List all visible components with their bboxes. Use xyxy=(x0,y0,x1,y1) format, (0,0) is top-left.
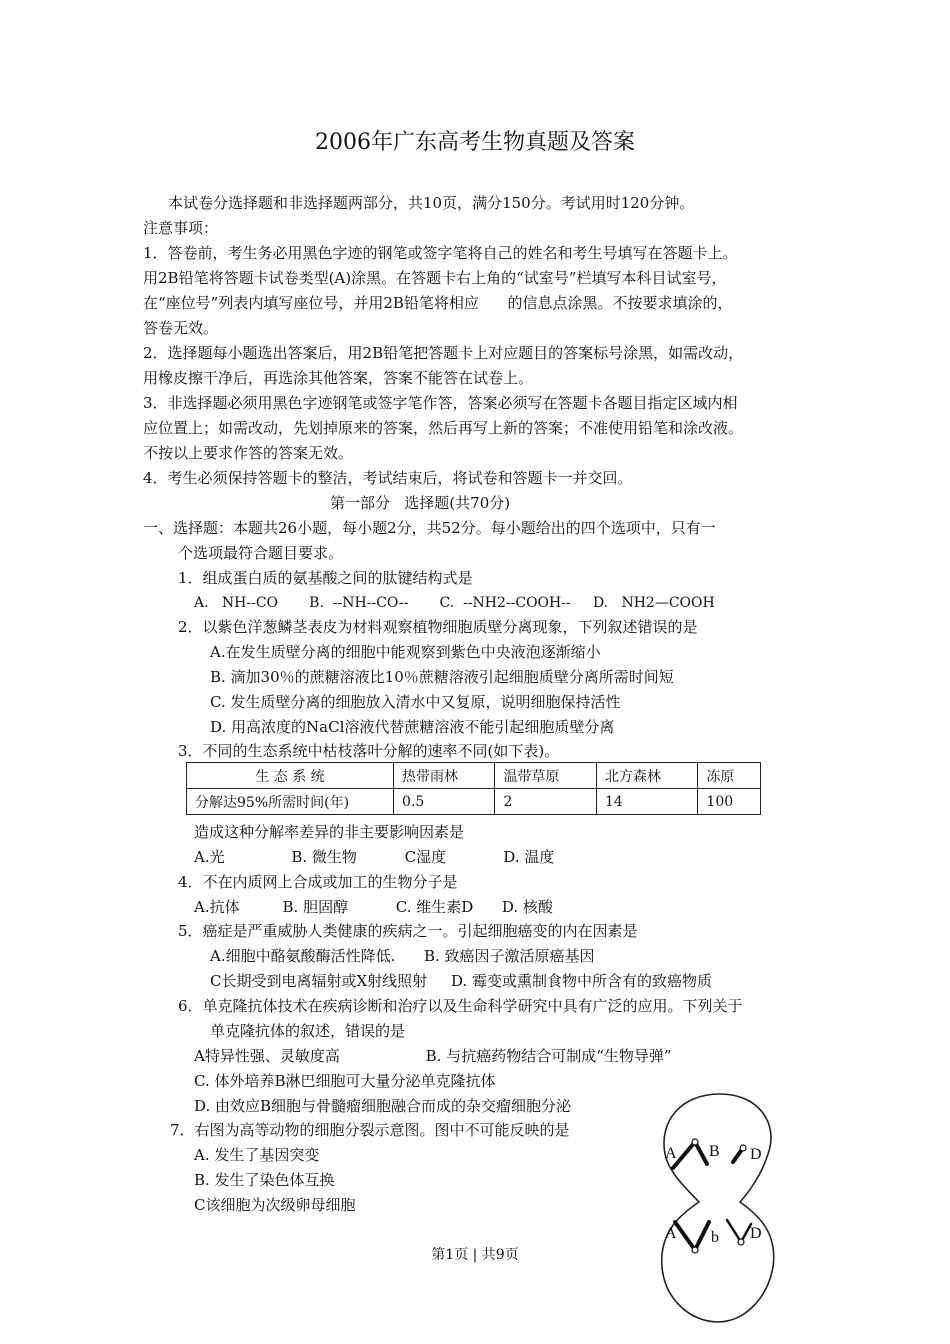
q3-follow: 造成这种分解率差异的非主要影响因素是 xyxy=(194,823,465,841)
q5-option: C长期受到电离辐射或X射线照射 D. 霉变或熏制食物中所含有的致癌物质 xyxy=(210,972,713,990)
q6-option: C. 体外培养B淋巴细胞可大量分泌单克隆抗体 xyxy=(194,1072,496,1090)
table-cell: 分解达95%所需时间(年) xyxy=(187,789,394,815)
q6-stem-cont: 单克隆抗体的叙述，错误的是 xyxy=(210,1022,406,1040)
notice-line: 不按以上要求作答的答案无效。 xyxy=(143,444,354,462)
q4-stem: 4．不在内质网上合成或加工的生物分子是 xyxy=(178,873,458,891)
q6-option: D. 由效应B细胞与骨髓瘤细胞融合而成的杂交瘤细胞分泌 xyxy=(194,1097,572,1115)
q2-option: A.在发生质壁分离的细胞中能观察到紫色中央液泡逐渐缩小 xyxy=(210,643,601,661)
q7-stem: 7．右图为高等动物的细胞分裂示意图。图中不可能反映的是 xyxy=(170,1121,570,1139)
table-row xyxy=(187,789,761,815)
table-cell: 0.5 xyxy=(394,789,495,815)
table-cell: 北方森林 xyxy=(596,763,697,789)
notice-line: 2．选择题每小题选出答案后，用2B铅笔把答题卡上对应题目的答案标号涂黑，如需改动， xyxy=(143,344,744,362)
q2-stem: 2．以紫色洋葱鳞茎表皮为材料观察植物细胞质壁分离现象，下列叙述错误的是 xyxy=(178,618,698,636)
gene-label: D xyxy=(750,1146,762,1163)
q5-stem: 5．癌症是严重威胁人类健康的疾病之一。引起细胞癌变的内在因素是 xyxy=(178,922,638,940)
q5-option: A.细胞中酪氨酸酶活性降低. B. 致癌因子激活原癌基因 xyxy=(210,947,595,965)
cell-outline xyxy=(662,1094,774,1322)
gene-label: b xyxy=(711,1229,719,1246)
q4-options: A.抗体 B. 胆固醇 C. 维生素D D. 核酸 xyxy=(194,898,553,916)
chromosome-bottom-right xyxy=(727,1220,751,1242)
q3-options: A.光 B. 微生物 C湿度 D. 温度 xyxy=(194,848,555,866)
section1-instructions-cont: 个选项最符合题目要求。 xyxy=(178,544,344,562)
notice-line: 1．答卷前，考生务必用黑色字迹的钢笔或签字笔将自己的姓名和考生号填写在答题卡上。 xyxy=(143,244,738,262)
table-cell: 热带雨林 xyxy=(394,763,495,789)
paper-title: 2006年广东高考生物真题及答案 xyxy=(315,130,635,155)
gene-label: A xyxy=(665,1225,677,1242)
q6-stem: 6．单克隆抗体技术在疾病诊断和治疗以及生命科学研究中具有广泛的应用。下列关于 xyxy=(178,997,743,1015)
decomposition-table xyxy=(186,762,761,815)
gene-label: A xyxy=(665,1145,677,1162)
centromere xyxy=(740,1145,746,1151)
q7-option: B. 发生了染色体互换 xyxy=(194,1171,335,1189)
section1-instructions: 一、选择题：本题共26小题，每小题2分，共52分。每小题给出的四个选项中，只有一 xyxy=(143,519,716,537)
table-cell: 生 态 系 统 xyxy=(187,763,394,789)
notice-line: 4．考生必须保持答题卡的整洁，考试结束后，将试卷和答题卡一并交回。 xyxy=(143,469,633,487)
q2-option: B. 滴加30％的蔗糖溶液比10％蔗糖溶液引起细胞质壁分离所需时间短 xyxy=(210,668,674,686)
notice-line: 在“座位号”列表内填写座位号，并用2B铅笔将相应 的信息点涂黑。不按要求填涂的， xyxy=(143,294,733,312)
chromosome-top-left xyxy=(673,1142,707,1168)
notice-line: 用2B铅笔将答题卡试卷类型(A)涂黑。在答题卡右上角的“试室号”栏填写本科目试室号， xyxy=(143,269,727,287)
notice-line: 答卷无效。 xyxy=(143,319,219,337)
cell-division-figure xyxy=(655,1092,785,1324)
table-cell: 14 xyxy=(596,789,697,815)
table-cell: 2 xyxy=(495,789,596,815)
table-header-row xyxy=(187,763,761,789)
part1-heading: 第一部分 选择题(共70分) xyxy=(330,494,511,512)
notice-line: 应位置上；如需改动，先划掉原来的答案，然后再写上新的答案；不准使用铅笔和涂改液。 xyxy=(143,419,744,437)
page-footer: 第1页 | 共9页 xyxy=(431,1247,519,1263)
table-cell: 100 xyxy=(698,789,761,815)
q7-option: C该细胞为次级卵母细胞 xyxy=(194,1196,356,1214)
intro-text: 本试卷分选择题和非选择题两部分，共10页，满分150分。考试用时120分钟。 xyxy=(168,194,695,212)
q2-option: C. 发生质壁分离的细胞放入清水中又复原，说明细胞保持活性 xyxy=(210,693,621,711)
table-cell: 温带草原 xyxy=(495,763,596,789)
gene-label: D xyxy=(750,1225,762,1242)
q2-option: D. 用高浓度的NaCl溶液代替蔗糖溶液不能引起细胞质壁分离 xyxy=(210,718,615,736)
q3-stem: 3．不同的生态系统中枯枝落叶分解的速率不同(如下表)。 xyxy=(178,742,560,760)
notice-line: 用橡皮擦干净后，再选涂其他答案，答案不能答在试卷上。 xyxy=(143,369,534,387)
centromere xyxy=(692,1139,698,1145)
gene-label: B xyxy=(709,1143,720,1160)
notice-line: 3．非选择题必须用黑色字迹钢笔或签字笔作答，答案必须写在答题卡各题目指定区域内相 xyxy=(143,394,738,412)
table-cell: 冻原 xyxy=(698,763,761,789)
notice-heading: 注意事项： xyxy=(143,219,219,237)
q6-option: A特异性强、灵敏度高 B. 与抗癌药物结合可制成“生物导弹” xyxy=(194,1047,672,1065)
q7-option: A. 发生了基因突变 xyxy=(194,1146,320,1164)
q1-stem: 1．组成蛋白质的氨基酸之间的肽键结构式是 xyxy=(178,569,473,587)
q1-options: A. NH--CO B. --NH--CO-- C. --NH2--COOH-- D. NH2—COOH xyxy=(194,595,715,611)
